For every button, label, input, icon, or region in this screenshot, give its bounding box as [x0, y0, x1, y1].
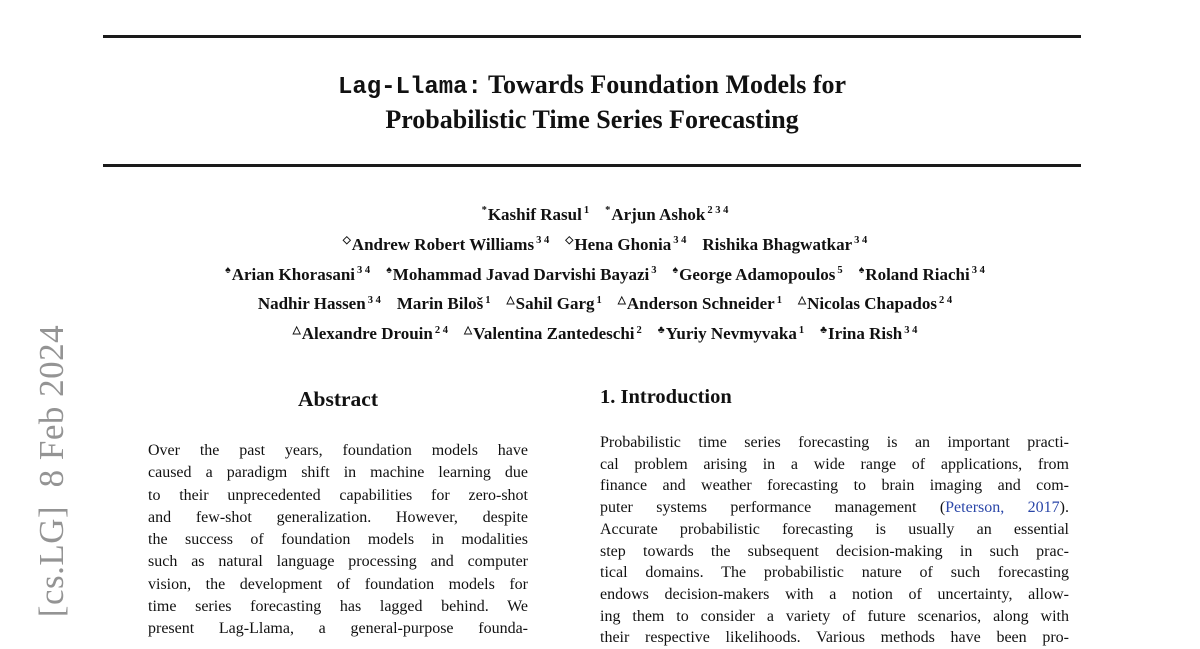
text-line [148, 440, 528, 462]
text-line [148, 507, 528, 529]
abstract-text [148, 440, 528, 641]
title-rule-top [103, 35, 1081, 38]
text-segment: and few-shot generalization. However, despite [148, 508, 528, 526]
author-name-text: Marin Biloš [396, 294, 484, 314]
text-segment: Probabilistic time series forecasting is an important practi- [600, 434, 1069, 451]
author-affiliation-symbol: △ [798, 294, 807, 306]
arxiv-watermark: [cs.LG] 8 Feb 2024 [32, 324, 71, 618]
author-affiliation-number: 3 4 [904, 324, 918, 336]
author-affiliation-number: 2 4 [939, 294, 953, 306]
title-serif-segment: Towards Foundation Models for [481, 70, 847, 99]
author-name [397, 294, 491, 313]
author-name [258, 294, 381, 313]
author-name-text: George Adamopoulos [679, 264, 836, 284]
title-rule-bottom [103, 164, 1081, 167]
author-affiliation-symbol: △ [464, 324, 473, 336]
text-segment: vision, the development of foundation models for [148, 575, 528, 593]
author-name [293, 324, 448, 343]
text-line [600, 606, 1069, 628]
author-affiliation-number: 3 4 [971, 264, 985, 276]
author-name-text: Mohammad Javad Darvishi Bayazi [392, 264, 650, 284]
text-segment: time series forecasting has lagged behind. We [148, 598, 528, 616]
text-segment: their respective likelihoods. Various methods have been pro- [600, 629, 1069, 647]
author-name [673, 265, 843, 284]
author-affiliation-number: 3 4 [854, 235, 868, 247]
text-segment: step towards the subsequent decision-making in such prac- [600, 542, 1069, 560]
title-line-1 [338, 70, 846, 99]
author-affiliation-symbol: ♣ [820, 324, 828, 336]
author-affiliation-symbol: ◇ [342, 235, 351, 247]
text-line [148, 618, 528, 640]
text-segment: Over the past years, foundation models have [148, 442, 528, 459]
author-name [565, 235, 686, 254]
text-segment: ). [1059, 499, 1069, 517]
text-segment: Accurate probabilistic forecasting is usually an essential [600, 520, 1069, 538]
author-affiliation-symbol: △ [292, 324, 301, 336]
author-name [820, 324, 917, 343]
author-affiliation-symbol: ♠ [225, 264, 231, 276]
author-affiliation-number: 1 [485, 294, 491, 306]
citation-link[interactable]: Peterson, 2017 [945, 499, 1060, 517]
author-affiliation-number: 1 [776, 294, 782, 306]
author-affiliation-symbol: ◇ [565, 235, 574, 247]
author-affiliation-number: 2 4 [434, 324, 449, 336]
text-segment: ing them to consider a variety of future scenarios, along with [600, 607, 1069, 625]
author-affiliation-symbol: ♠ [858, 264, 865, 276]
author-name-text: Arjun Ashok [611, 205, 706, 224]
author-name [798, 294, 952, 313]
title-code-segment: Lag-Llama: [337, 74, 482, 101]
author-line [95, 260, 1115, 290]
text-line [148, 574, 528, 596]
author-name-text: Kashif Rasul [487, 205, 582, 224]
author-name-text: Nadhir Hassen [257, 294, 366, 314]
author-name-text: Anderson Schneider [626, 294, 775, 314]
author-affiliation-symbol: △ [617, 294, 626, 306]
text-segment: finance and weather forecasting to brain imaging and com- [600, 477, 1069, 495]
text-line [148, 596, 528, 618]
text-segment: such as natural language processing and computer [148, 553, 528, 571]
author-affiliation-number: 1 [596, 294, 602, 306]
author-affiliation-symbol: ♠ [672, 264, 679, 276]
text-line [148, 551, 528, 573]
text-line [148, 462, 528, 484]
author-name [702, 235, 867, 254]
author-name-text: Nicolas Chapados [807, 294, 937, 314]
text-segment: puter systems performance management ( [600, 499, 946, 517]
author-name-text: Roland Riachi [865, 264, 970, 284]
author-name [482, 205, 590, 224]
text-segment: caused a paradigm shift in machine learning due [148, 464, 528, 482]
author-name-text: Irina Rish [828, 324, 903, 344]
author-line [95, 230, 1115, 260]
author-affiliation-symbol: * [605, 205, 611, 217]
author-name [859, 265, 985, 284]
author-block [95, 200, 1115, 349]
author-name-text: Arian Khorasani [231, 264, 356, 284]
text-line [600, 519, 1069, 541]
author-name-text: Valentina Zantedeschi [473, 324, 635, 344]
author-line [95, 200, 1115, 230]
abstract-heading: Abstract [297, 387, 378, 411]
author-affiliation-symbol: ♠ [386, 264, 392, 276]
author-affiliation-symbol: ♣ [657, 324, 665, 336]
author-name [658, 324, 804, 343]
author-name-text: Alexandre Drouin [301, 324, 433, 344]
text-line [148, 485, 528, 507]
author-affiliation-symbol: △ [506, 294, 515, 306]
author-name-text: Hena Ghonia [574, 234, 672, 254]
author-affiliation-number: 5 [837, 264, 843, 276]
text-line [600, 475, 1069, 497]
section-1-introduction-heading: 1. Introduction [600, 386, 732, 408]
title-line-2: Probabilistic Time Series Forecasting [385, 105, 799, 134]
text-segment: endows decision-makers with a notion of uncertainty, allow- [600, 585, 1069, 603]
text-segment: cal problem arising in a wide range of applications, from [600, 455, 1069, 473]
text-segment: tical domains. The probabilistic nature of such forecasting [600, 564, 1069, 582]
author-affiliation-number: 2 [636, 324, 642, 336]
paper-title [103, 69, 1081, 136]
author-affiliation-number: 3 4 [673, 235, 687, 247]
text-segment: present Lag-Llama, a general-purpose founda- [148, 620, 528, 638]
author-name-text: Andrew Robert Williams [351, 234, 535, 254]
author-affiliation-number: 3 4 [536, 235, 550, 247]
author-name [605, 205, 728, 224]
text-line [600, 454, 1069, 476]
author-name-text: Yuriy Nevmyvaka [665, 324, 797, 344]
text-line [600, 562, 1069, 584]
author-affiliation-number: 1 [583, 205, 590, 217]
author-name [225, 265, 370, 284]
author-name-text: Rishika Bhagwatkar [702, 234, 853, 254]
author-affiliation-number: 2 3 4 [707, 205, 729, 217]
author-affiliation-number: 3 4 [367, 294, 381, 306]
text-line [600, 584, 1069, 606]
author-name [507, 294, 602, 313]
author-line [95, 319, 1115, 349]
text-line [600, 432, 1069, 454]
author-affiliation-number: 1 [798, 324, 805, 336]
author-line [95, 289, 1115, 319]
text-line [600, 541, 1069, 563]
text-line [148, 529, 528, 551]
introduction-text [600, 432, 1069, 649]
text-line [600, 497, 1069, 519]
author-affiliation-symbol: * [481, 205, 487, 217]
text-line [600, 627, 1069, 649]
author-affiliation-number: 3 [651, 264, 657, 276]
author-name [618, 294, 782, 313]
author-name [386, 265, 656, 284]
author-name [343, 235, 550, 254]
author-name [464, 324, 642, 343]
text-segment: to their unprecedented capabilities for zero-shot [148, 486, 528, 504]
author-name-text: Sahil Garg [515, 294, 595, 314]
text-segment: the success of foundation models in modalities [148, 531, 528, 549]
author-affiliation-number: 3 4 [357, 264, 371, 276]
